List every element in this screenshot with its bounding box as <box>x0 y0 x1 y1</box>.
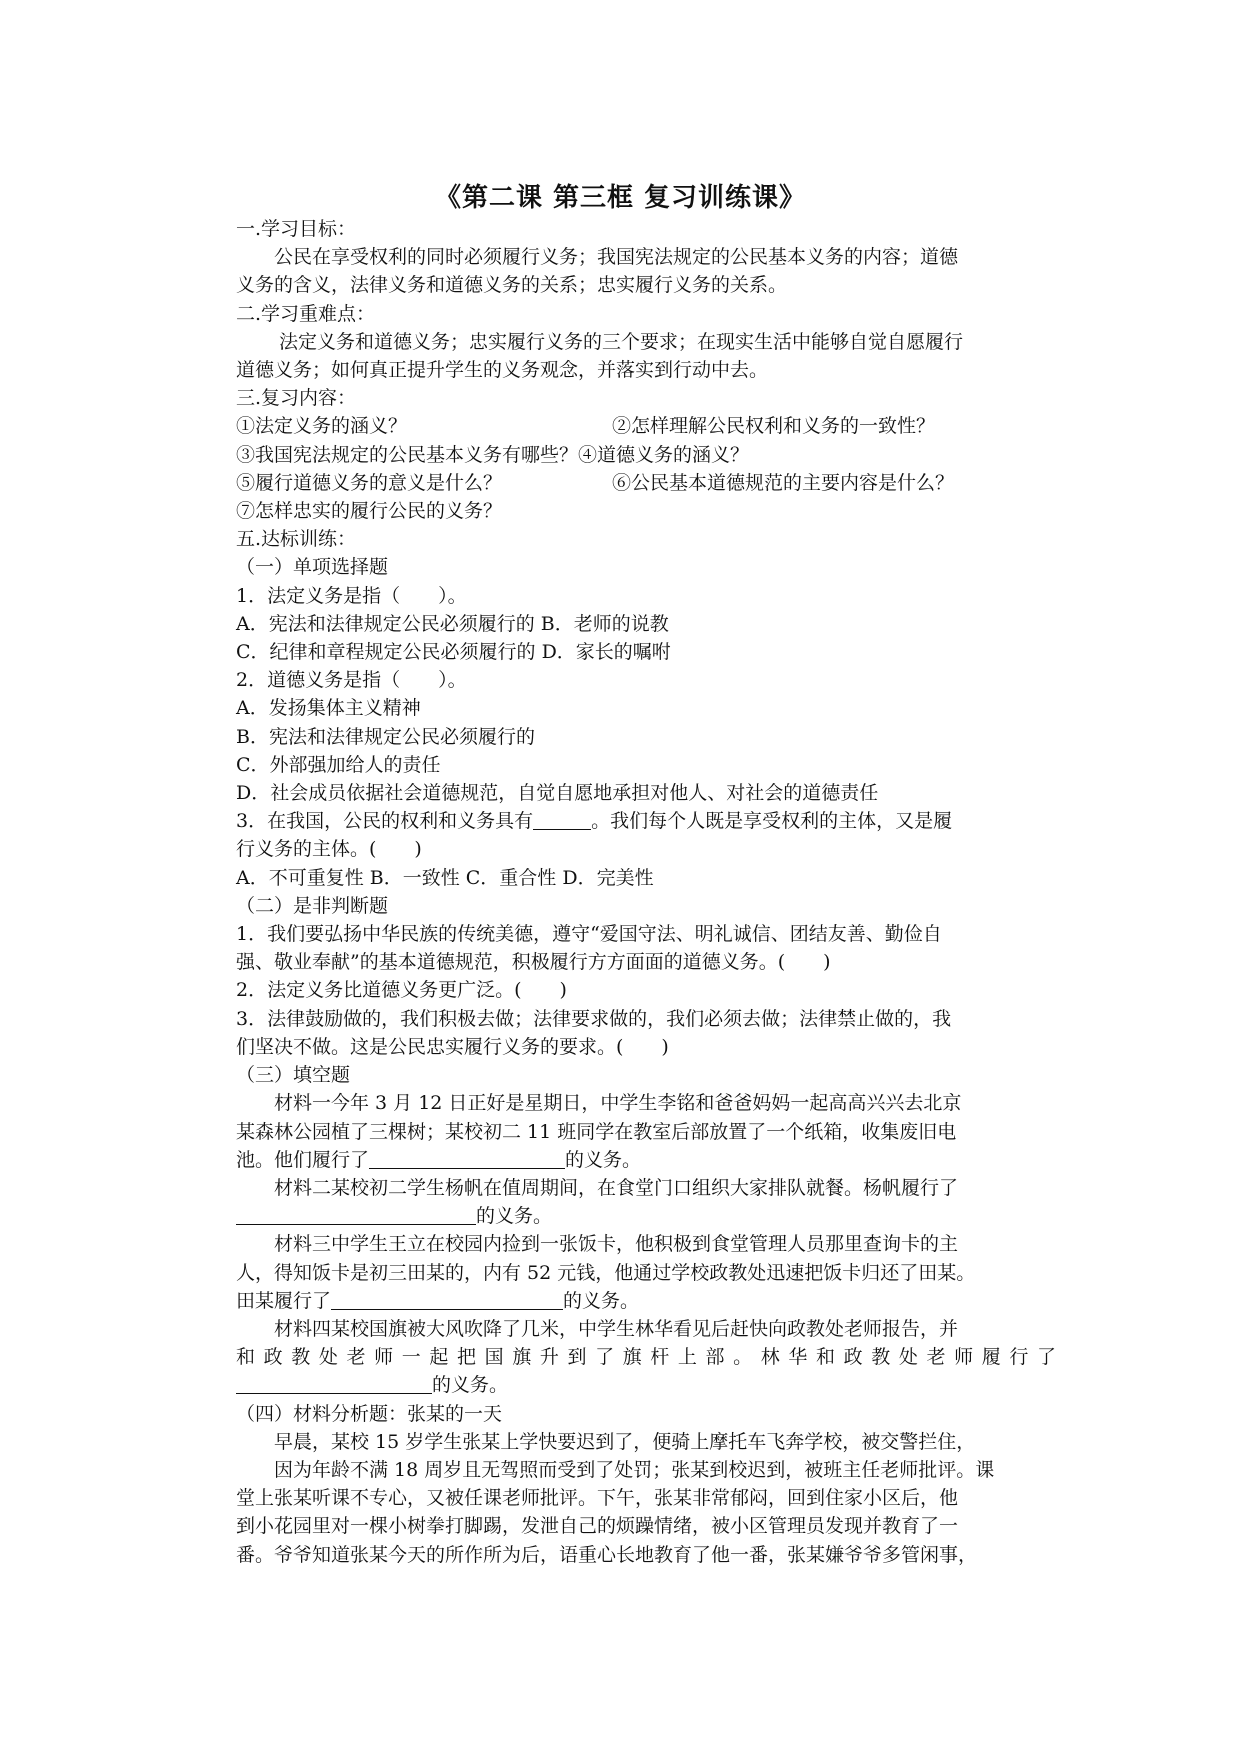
goal-line: 义务的含义，法律义务和道德义务的关系；忠实履行义务的关系。 <box>236 274 788 297</box>
review-item: ⑥公民基本道德规范的主要内容是什么？ <box>612 471 955 494</box>
review-item: ②怎样理解公民权利和义务的一致性？ <box>612 415 936 438</box>
part-heading-analysis: （四）材料分析题：张某的一天 <box>236 1402 503 1425</box>
part-heading-judge: （二）是非判断题 <box>236 894 389 917</box>
question-3-text: 3．在我国，公民的权利和义务具有 <box>236 810 534 833</box>
question-3-text: 。我们每个人既是享受权利的主体，又是履 <box>591 810 953 833</box>
material-2-cont <box>236 1202 1056 1230</box>
material-2: 材料二某校初二学生杨帆在值周期间，在食堂门口组织大家排队就餐。杨帆履行了 <box>274 1176 959 1199</box>
material-text: 的义务。 <box>563 1289 640 1312</box>
goal-line: 公民在享受权利的同时必须履行义务；我国宪法规定的公民基本义务的内容；道德 <box>274 246 959 269</box>
part-heading-choice: （一）单项选择题 <box>236 556 389 579</box>
question-2-option-a: A．发扬集体主义精神 <box>236 697 421 720</box>
answer-blank[interactable] <box>236 1204 476 1225</box>
answer-blank[interactable] <box>331 1289 563 1310</box>
judge-1: 1．我们要弘扬中华民族的传统美德，遵守“爱国守法、明礼诚信、团结友善、勤俭自 <box>236 923 942 946</box>
material-1-cont: 某森林公园植了三棵树；某校初二 11 班同学在教室后部放置了一个纸箱，收集废旧电 <box>236 1120 957 1143</box>
judge-1-cont: 强、敬业奉献”的基本道德规范，积极履行方方面面的道德义务。( ) <box>236 951 831 974</box>
analysis-line: 早晨，某校 15 岁学生张某上学快要迟到了，便骑上摩托车飞奔学校，被交警拦住， <box>274 1430 976 1453</box>
material-3: 材料三中学生王立在校园内捡到一张饭卡，他积极到食堂管理人员那里查询卡的主 <box>274 1233 959 1256</box>
question-3-cont: 行义务的主体。( ) <box>236 838 422 861</box>
part-heading-fill: （三）填空题 <box>236 1064 351 1087</box>
review-item: ①法定义务的涵义？ <box>236 415 408 438</box>
material-3-cont: 人，得知饭卡是初三田某的，内有 52 元钱，他通过学校政教处迅速把饭卡归还了田某。 <box>236 1261 976 1284</box>
analysis-line: 堂上张某听课不专心，又被任课老师批评。下午，张某非常郁闷，回到住家小区后，他 <box>236 1487 959 1510</box>
question-1: 1．法定义务是指（ ）。 <box>236 584 467 607</box>
question-2: 2．道德义务是指（ ）。 <box>236 669 467 692</box>
judge-2: 2．法定义务比道德义务更广泛。( ) <box>236 979 567 1002</box>
material-3-cont <box>236 1287 1056 1315</box>
key-line: 法定义务和道德义务；忠实履行义务的三个要求；在现实生活中能够自觉自愿履行 <box>279 330 964 353</box>
analysis-line: 番。爷爷知道张某今天的所作所为后，语重心长地教育了他一番，张某嫌爷爷多管闲事， <box>236 1543 978 1566</box>
section-heading-training: 五.达标训练： <box>236 528 357 551</box>
judge-3: 3．法律鼓励做的，我们积极去做；法律要求做的，我们必须去做；法律禁止做的，我 <box>236 1007 952 1030</box>
answer-blank[interactable] <box>236 1373 432 1394</box>
question-1-options-ab: A．宪法和法律规定公民必须履行的 B．老师的说教 <box>236 612 669 635</box>
review-row <box>236 469 1056 497</box>
material-text: 的义务。 <box>476 1205 553 1228</box>
review-row <box>236 412 1056 440</box>
review-item: ⑦怎样忠实的履行公民的义务？ <box>236 500 503 523</box>
section-heading-goals: 一.学习目标： <box>236 218 357 240</box>
material-1: 材料一今年 3 月 12 日正好是星期日，中学生李铭和爸爸妈妈一起高高兴兴去北京 <box>274 1092 962 1115</box>
analysis-line: 因为年龄不满 18 周岁且无驾照而受到了处罚；张某到校迟到，被班主任老师批评。课 <box>274 1458 995 1481</box>
judge-3-cont: 们坚决不做。这是公民忠实履行义务的要求。( ) <box>236 1035 669 1058</box>
material-text: 池。他们履行了 <box>236 1148 370 1171</box>
material-text: 田某履行了 <box>236 1289 332 1312</box>
material-4-cont: 和 政 教 处 老 师 一 起 把 国 旗 升 到 了 旗 杆 上 部 。 林 华 和 政 教 处 老 师 履 行 了 <box>236 1346 1056 1369</box>
material-1-cont <box>236 1146 1056 1174</box>
question-1-options-cd: C．纪律和章程规定公民必须履行的 D．家长的嘱咐 <box>236 641 671 664</box>
section-heading-review: 三.复习内容： <box>236 387 357 410</box>
question-2-option-c: C．外部强加给人的责任 <box>236 753 441 776</box>
document-title: 《第二课 第三框 复习训练课》 <box>434 183 807 213</box>
material-4-cont <box>236 1371 1056 1399</box>
question-2-option-b: B．宪法和法律规定公民必须履行的 <box>236 725 535 748</box>
key-line: 道德义务；如何真正提升学生的义务观念，并落实到行动中去。 <box>236 359 769 382</box>
question-2-option-d: D．社会成员依据社会道德规范，自觉自愿地承担对他人、对社会的道德责任 <box>236 782 879 805</box>
answer-blank[interactable] <box>533 809 591 830</box>
material-text: 的义务。 <box>432 1374 509 1397</box>
material-4: 材料四某校国旗被大风吹降了几米，中学生林华看见后赶快向政教处老师报告，并 <box>274 1317 959 1340</box>
answer-blank[interactable] <box>369 1148 565 1169</box>
material-text: 的义务。 <box>565 1148 642 1171</box>
question-3-options: A．不可重复性 B．一致性 C．重合性 D．完美性 <box>236 866 654 889</box>
analysis-line: 到小花园里对一棵小树拳打脚踢，发泄自己的烦躁情绪，被小区管理员发现并教育了一 <box>236 1515 959 1538</box>
section-heading-key-points: 二.学习重难点： <box>236 302 376 325</box>
review-item: ⑤履行道德义务的意义是什么？ <box>236 471 503 494</box>
review-item: ③我国宪法规定的公民基本义务有哪些？④道德义务的涵义？ <box>236 443 750 466</box>
document-body <box>236 215 1056 1569</box>
question-3 <box>236 807 1056 835</box>
